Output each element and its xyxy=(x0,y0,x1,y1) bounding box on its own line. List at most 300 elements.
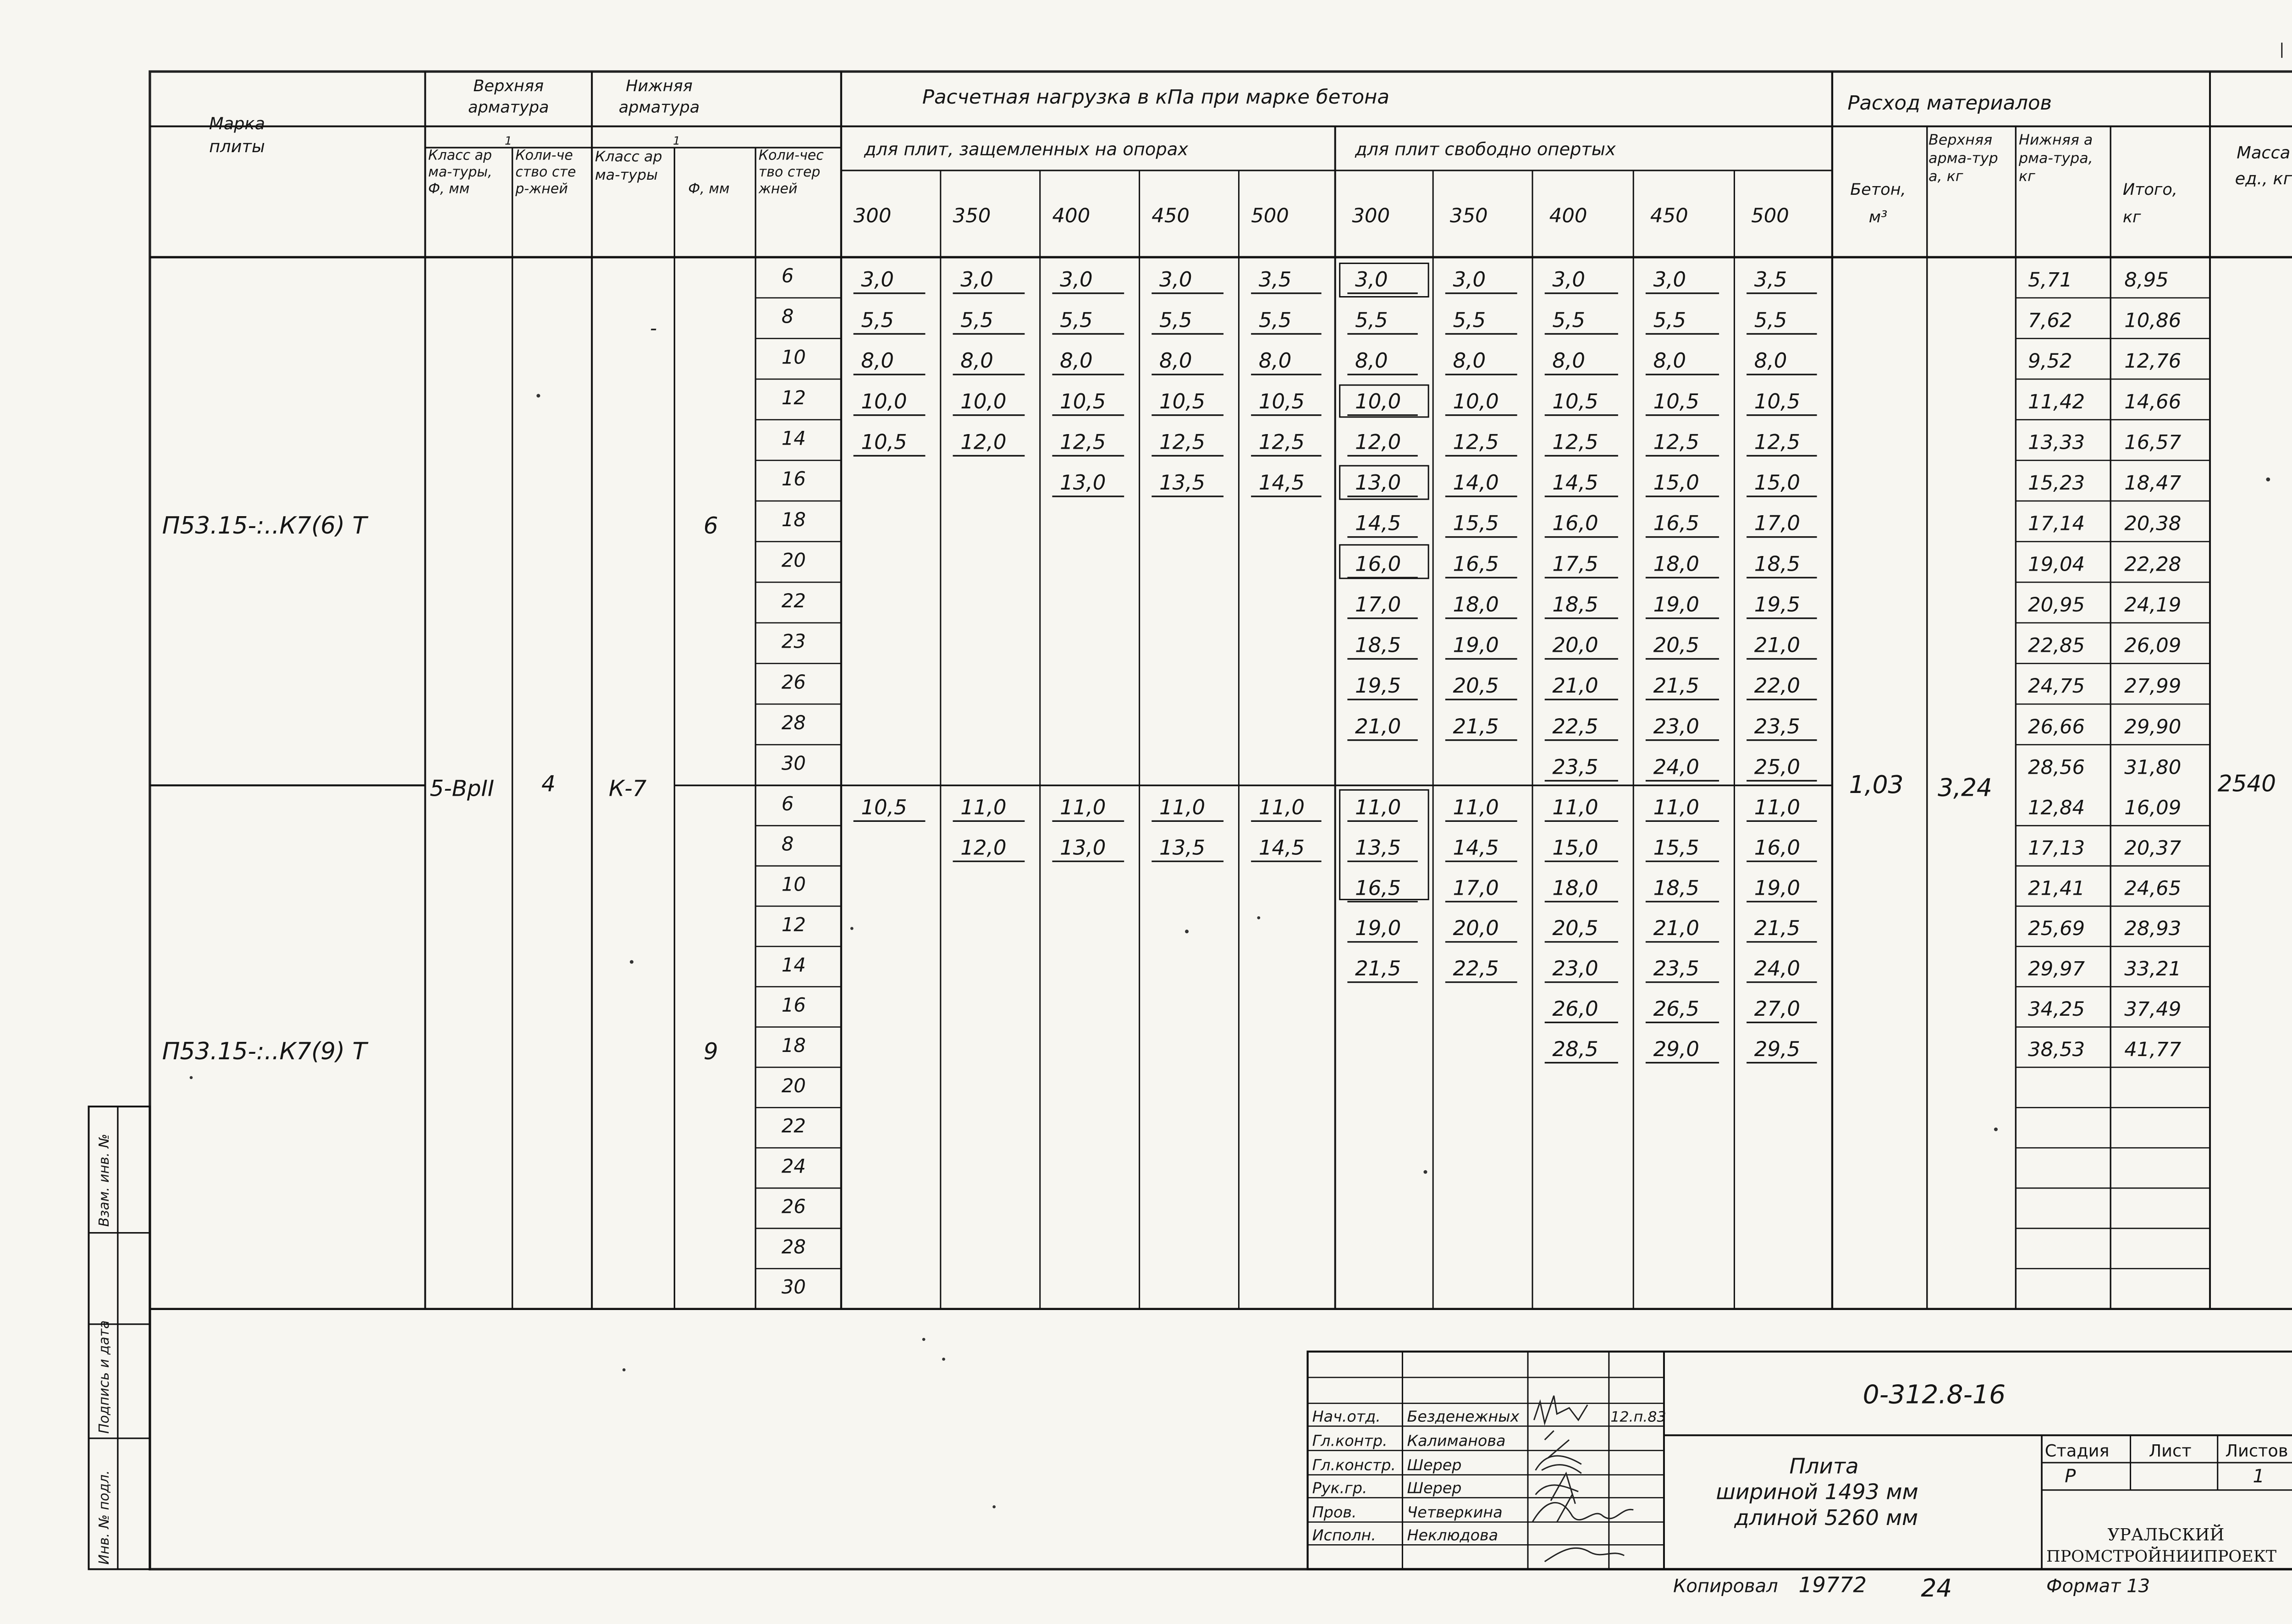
load-value: 11,0 xyxy=(1552,795,1598,820)
table-row xyxy=(782,671,2181,699)
upper-kg-value: 3,24 xyxy=(1938,773,1993,802)
bar-count: 22 xyxy=(781,589,806,612)
title-line-1: Плита xyxy=(1789,1453,1859,1479)
load-value: 17,0 xyxy=(1754,511,1801,535)
load-value: 8,0 xyxy=(1258,348,1292,373)
lower-diam-0: 6 xyxy=(703,512,718,539)
shared-values xyxy=(430,317,2276,802)
load-value: 8,0 xyxy=(1060,348,1093,373)
total-kg-value: 14,66 xyxy=(2124,390,2182,413)
load-value: 3,5 xyxy=(1754,267,1787,292)
load-value: 3,5 xyxy=(1258,267,1292,292)
bar-count: 8 xyxy=(781,305,794,328)
total-kg-value: 28,93 xyxy=(2124,917,2182,941)
load-value: 22,5 xyxy=(1453,956,1499,981)
load-value: 18,5 xyxy=(1754,551,1801,576)
lower-diam-header: Ф, мм xyxy=(688,181,730,197)
bar-count: 12 xyxy=(781,386,806,409)
lower-kg-value: 26,66 xyxy=(2028,715,2085,738)
signature-5 xyxy=(1532,1495,1633,1522)
lower-kg-value: 19,04 xyxy=(2028,553,2085,576)
load-value: 16,0 xyxy=(1754,835,1801,860)
table-header xyxy=(153,76,2292,256)
inv-no-label: Инв. № подл. xyxy=(96,1470,112,1565)
table-row xyxy=(782,1276,806,1298)
load-value: 11,0 xyxy=(1159,795,1206,820)
bar-count: 20 xyxy=(781,549,806,572)
mass-value: 2540 xyxy=(2217,770,2276,797)
load-value: 13,0 xyxy=(1060,470,1106,495)
load-value: 29,5 xyxy=(1754,1036,1801,1061)
load-value: 17,0 xyxy=(1453,875,1499,900)
grade-clamped-0: 300 xyxy=(853,204,892,227)
lower-reinf-header: Нижняя арматура xyxy=(618,77,700,117)
title-line-3: длиной 5260 мм xyxy=(1734,1505,1918,1530)
load-value: 18,0 xyxy=(1552,875,1598,900)
load-value: 5,5 xyxy=(1258,308,1292,332)
table-row xyxy=(782,914,2181,942)
role-label: Гл.контр. xyxy=(1312,1431,1388,1450)
load-value: 8,0 xyxy=(960,348,993,373)
grade-free-0: 300 xyxy=(1352,204,1390,227)
table-row xyxy=(782,264,2169,293)
grade-free-2: 400 xyxy=(1549,204,1587,227)
role-name: Четверкина xyxy=(1407,1503,1503,1521)
free-header: для плит свободно опертых xyxy=(1355,139,1616,160)
load-value: 23,5 xyxy=(1754,714,1801,738)
total-kg-value: 12,76 xyxy=(2124,350,2182,373)
load-value: 14,5 xyxy=(1258,470,1305,495)
load-value: 10,5 xyxy=(1258,389,1305,413)
load-value: 3,0 xyxy=(861,267,894,292)
load-value: 8,0 xyxy=(861,348,894,373)
load-value: 21,5 xyxy=(1453,714,1499,738)
lower-kg-value: 5,71 xyxy=(2028,269,2072,292)
load-value: 20,5 xyxy=(1552,916,1598,941)
lower-reinf-sub: 1 xyxy=(673,134,680,148)
bar-count: 28 xyxy=(781,711,806,734)
load-value: 20,0 xyxy=(1453,916,1499,941)
upper-reinf-header: Верхняя арматура xyxy=(468,77,549,117)
bar-count: 6 xyxy=(781,792,794,815)
table-row xyxy=(782,508,2181,537)
role-label: Рук.гр. xyxy=(1312,1479,1367,1497)
table-row xyxy=(782,1034,2182,1062)
lower-kg-value: 25,69 xyxy=(2028,917,2085,941)
bar-count: 6 xyxy=(781,264,794,287)
table-row xyxy=(782,1195,806,1218)
load-value: 21,5 xyxy=(1653,673,1699,698)
table-row xyxy=(782,427,2182,456)
load-value: 5,5 xyxy=(1060,308,1093,332)
role-name: Калиманова xyxy=(1407,1431,1506,1450)
lower-kg-value: 15,23 xyxy=(2028,472,2085,495)
load-value: 19,5 xyxy=(1355,673,1401,698)
group-1 xyxy=(162,793,2210,1298)
lower-kg-header: Нижняя арма-тура, кг xyxy=(2019,132,2093,186)
load-value: 3,0 xyxy=(1453,267,1486,292)
lower-kg-value: 13,33 xyxy=(2028,431,2085,454)
load-value: 11,0 xyxy=(1355,795,1401,820)
total-kg-value: 29,90 xyxy=(2124,715,2182,738)
load-value: 3,0 xyxy=(1060,267,1093,292)
load-value: 3,0 xyxy=(1552,267,1586,292)
load-value: 3,0 xyxy=(1653,267,1686,292)
load-value: 14,5 xyxy=(1355,511,1401,535)
load-value: 5,5 xyxy=(1355,308,1388,332)
load-value: 5,5 xyxy=(1552,308,1586,332)
load-value: 8,0 xyxy=(1355,348,1388,373)
table-row xyxy=(782,711,2181,740)
load-value: 21,0 xyxy=(1552,673,1598,698)
role-label: Нач.отд. xyxy=(1312,1407,1381,1426)
grade-clamped-2: 400 xyxy=(1052,204,1091,227)
stage-label: Стадия xyxy=(2044,1441,2110,1461)
role-date: 12.п.83 xyxy=(1610,1409,1666,1426)
concrete-value: 1,03 xyxy=(1849,771,1904,799)
load-value: 12,5 xyxy=(1258,429,1305,454)
table-row xyxy=(782,873,2181,902)
load-value: 21,0 xyxy=(1653,916,1699,941)
load-value: 12,0 xyxy=(960,429,1007,454)
scan-specks xyxy=(190,394,2292,1508)
copied-number: 19772 xyxy=(1798,1572,1867,1597)
load-value: 18,5 xyxy=(1552,592,1598,617)
role-label: Исполн. xyxy=(1312,1526,1376,1544)
load-value: 10,0 xyxy=(960,389,1007,413)
org-line-1: УРАЛЬСКИЙ xyxy=(2107,1525,2225,1545)
load-value: 11,0 xyxy=(1653,795,1699,820)
role-label: Гл.констр. xyxy=(1312,1456,1396,1474)
load-header: Расчетная нагрузка в кПа при марке бетона xyxy=(922,85,1389,109)
load-value: 21,5 xyxy=(1355,956,1401,981)
load-value: 20,5 xyxy=(1453,673,1499,698)
load-value: 13,5 xyxy=(1159,470,1206,495)
load-value: 14,5 xyxy=(1258,835,1305,860)
role-name: Шерер xyxy=(1407,1479,1462,1497)
document-code: 0-312.8-16 xyxy=(1862,1379,2006,1410)
plate-mark-0: П53.15-:..К7(6) Т xyxy=(162,512,367,539)
lower-count-header: Коли-чество стержней xyxy=(758,149,824,198)
table-row xyxy=(782,994,2181,1022)
load-value: 19,0 xyxy=(1453,633,1499,657)
grade-headers xyxy=(854,204,1789,227)
load-value: 15,5 xyxy=(1453,511,1499,535)
load-value: 5,5 xyxy=(1754,308,1787,332)
load-value: 24,0 xyxy=(1754,956,1801,981)
bar-count: 8 xyxy=(781,832,794,855)
load-value: 18,0 xyxy=(1653,551,1699,576)
sheets-label: Листов xyxy=(2225,1441,2288,1461)
group-0 xyxy=(162,264,2210,781)
signature-3 xyxy=(1536,1440,1581,1473)
grade-free-1: 350 xyxy=(1449,204,1488,227)
load-value: 16,0 xyxy=(1552,511,1598,535)
bar-count: 12 xyxy=(781,913,806,936)
mark-header: Марка плиты xyxy=(209,114,265,157)
load-value: 10,5 xyxy=(1754,389,1801,413)
signature-2 xyxy=(1545,1431,1554,1440)
sheets-value: 1 xyxy=(2253,1466,2264,1487)
lower-class-header: Класс арма-туры xyxy=(595,149,662,184)
lower-kg-value: 7,62 xyxy=(2028,309,2072,332)
bar-count: 16 xyxy=(781,994,806,1017)
load-value: 15,0 xyxy=(1754,470,1801,495)
bar-count: 28 xyxy=(781,1235,806,1258)
table-row xyxy=(782,549,2181,578)
clamped-header: для плит, защемленных на опорах xyxy=(864,139,1188,160)
load-value: 5,5 xyxy=(861,308,894,332)
grade-clamped-3: 450 xyxy=(1152,204,1190,227)
table-row xyxy=(782,305,2181,334)
load-value: 11,0 xyxy=(960,795,1007,820)
bar-count: 22 xyxy=(781,1114,806,1137)
total-kg-value: 16,57 xyxy=(2124,431,2182,454)
load-value: 8,0 xyxy=(1653,348,1686,373)
bar-count: 14 xyxy=(781,953,806,976)
load-value: 13,5 xyxy=(1355,835,1401,860)
lower-kg-value: 9,52 xyxy=(2028,350,2072,373)
total-kg-value: 10,86 xyxy=(2124,309,2182,332)
load-value: 12,0 xyxy=(960,835,1007,860)
load-value: 12,5 xyxy=(1060,429,1106,454)
load-value: 13,0 xyxy=(1355,470,1401,495)
total-kg-value: 20,37 xyxy=(2124,837,2182,860)
total-kg-value: 27,99 xyxy=(2124,675,2182,698)
load-value: 19,0 xyxy=(1355,916,1401,941)
table-row xyxy=(782,833,2182,861)
lower-kg-value: 11,42 xyxy=(2028,390,2085,413)
title-block-roles xyxy=(1312,1407,1666,1544)
replaced-inv-label: Взам. инв. № xyxy=(96,1134,112,1227)
load-value: 23,0 xyxy=(1552,956,1598,981)
load-value: 28,5 xyxy=(1552,1036,1598,1061)
stage-value: Р xyxy=(2065,1466,2076,1487)
upper-kg-header: Верхняя арма-тура, кг xyxy=(1928,132,1998,186)
lower-kg-value: 17,14 xyxy=(2028,512,2085,535)
total-kg-value: 18,47 xyxy=(2124,472,2182,495)
mark-header-wrap xyxy=(153,113,422,174)
upper-class-header: Класс арма-туры, Ф, мм xyxy=(428,149,492,198)
role-label: Пров. xyxy=(1312,1503,1357,1521)
signature-1 xyxy=(1534,1396,1587,1423)
grade-clamped-1: 350 xyxy=(953,204,991,227)
bar-count: 16 xyxy=(781,468,806,490)
sign-date-label: Подпись и дата xyxy=(96,1320,112,1434)
load-value: 15,0 xyxy=(1552,835,1598,860)
consumption-header: Расход материалов xyxy=(1847,92,2052,115)
total-kg-value: 20,38 xyxy=(2124,512,2182,535)
load-value: 23,5 xyxy=(1653,956,1699,981)
bar-count: 24 xyxy=(781,1155,806,1178)
upper-class-value: 5-ВрII xyxy=(430,776,495,802)
footer-number: 24 xyxy=(1921,1574,1952,1603)
total-kg-header: Итого, кг xyxy=(2122,181,2177,227)
load-value: 8,0 xyxy=(1552,348,1586,373)
concrete-header: Бетон, м³ xyxy=(1850,181,1906,227)
bar-count: 18 xyxy=(781,508,806,531)
lower-kg-value: 12,84 xyxy=(2028,796,2085,820)
load-value: 11,0 xyxy=(1754,795,1801,820)
load-value: 12,5 xyxy=(1653,429,1699,454)
lower-kg-value: 21,41 xyxy=(2028,877,2085,900)
load-value: 10,0 xyxy=(1355,389,1401,413)
load-value: 10,5 xyxy=(861,795,907,820)
upper-count-header: Коли-чество стер-жней xyxy=(515,149,576,198)
total-kg-value: 24,19 xyxy=(2124,594,2182,617)
lower-kg-value: 20,95 xyxy=(2028,594,2085,617)
bar-count: 23 xyxy=(781,630,806,653)
bar-count: 20 xyxy=(781,1074,806,1097)
lower-diam-1: 9 xyxy=(703,1038,718,1065)
grade-clamped-4: 500 xyxy=(1251,204,1289,227)
bar-count: 26 xyxy=(781,671,806,694)
table-row xyxy=(782,1155,806,1178)
load-value: 23,5 xyxy=(1552,754,1598,779)
bar-count: 26 xyxy=(781,1195,806,1218)
bar-count: 10 xyxy=(781,346,806,369)
load-value: 21,0 xyxy=(1355,714,1401,738)
load-value: 19,0 xyxy=(1653,592,1699,617)
load-value: 16,5 xyxy=(1453,551,1499,576)
lower-kg-value: 17,13 xyxy=(2028,837,2085,860)
load-value: 18,0 xyxy=(1453,592,1499,617)
load-value: 14,0 xyxy=(1453,470,1499,495)
load-value: 17,5 xyxy=(1552,551,1598,576)
load-value: 26,0 xyxy=(1552,996,1598,1021)
table-row xyxy=(782,1115,806,1137)
load-value: 16,0 xyxy=(1355,551,1401,576)
load-value: 3,0 xyxy=(1355,267,1388,292)
load-value: 12,5 xyxy=(1552,429,1598,454)
load-value: 11,0 xyxy=(1060,795,1106,820)
load-value: 10,5 xyxy=(1060,389,1106,413)
total-kg-value: 22,28 xyxy=(2124,553,2182,576)
table-row xyxy=(782,1235,806,1258)
total-kg-value: 24,65 xyxy=(2124,877,2182,900)
load-value: 18,5 xyxy=(1355,633,1401,657)
load-value: 12,5 xyxy=(1159,429,1206,454)
bar-count: 14 xyxy=(781,427,806,450)
lower-kg-value: 38,53 xyxy=(2028,1038,2085,1061)
load-value: 12,0 xyxy=(1355,429,1401,454)
lower-kg-value: 24,75 xyxy=(2028,675,2085,698)
load-value: 20,0 xyxy=(1552,633,1598,657)
table-row xyxy=(782,386,2181,415)
total-kg-value: 31,80 xyxy=(2124,756,2182,779)
load-value: 18,5 xyxy=(1653,875,1699,900)
load-value: 3,0 xyxy=(960,267,993,292)
bar-count: 30 xyxy=(781,1276,806,1299)
copied-label: Копировал xyxy=(1673,1575,1778,1597)
table-row xyxy=(782,1074,806,1097)
load-value: 8,0 xyxy=(1754,348,1787,373)
lower-kg-value: 28,56 xyxy=(2028,756,2085,779)
table-row xyxy=(782,589,2181,618)
load-value: 26,5 xyxy=(1653,996,1699,1021)
load-value: 3,0 xyxy=(1159,267,1192,292)
lower-class-value: К-7 xyxy=(608,776,647,802)
mass-header: Масса ед., кг xyxy=(2235,143,2292,189)
table-row xyxy=(782,468,2182,496)
load-value: 20,5 xyxy=(1653,633,1699,657)
load-value: 13,5 xyxy=(1159,835,1206,860)
load-value: 22,5 xyxy=(1552,714,1598,738)
load-value: 15,0 xyxy=(1653,470,1699,495)
lower-kg-value: 29,97 xyxy=(2028,958,2085,981)
load-value: 19,5 xyxy=(1754,592,1801,617)
upper-reinf-sub: 1 xyxy=(505,134,512,148)
format-label: Формат 13 xyxy=(2046,1575,2150,1597)
load-value: 10,5 xyxy=(1653,389,1699,413)
load-value: 5,5 xyxy=(1159,308,1192,332)
upper-count-value: 4 xyxy=(541,771,556,797)
bar-count: 30 xyxy=(781,752,806,775)
load-value: 21,0 xyxy=(1754,633,1801,657)
lower-class-dash: - xyxy=(650,317,657,340)
load-value: 8,0 xyxy=(1453,348,1486,373)
sheet-label: Лист xyxy=(2149,1441,2192,1461)
role-name: Шерер xyxy=(1407,1456,1462,1474)
total-kg-value: 26,09 xyxy=(2124,634,2182,657)
load-value: 14,5 xyxy=(1453,835,1499,860)
total-kg-value: 16,09 xyxy=(2124,796,2182,820)
load-value: 14,5 xyxy=(1552,470,1598,495)
role-name: Безденежных xyxy=(1407,1407,1520,1426)
table-row xyxy=(782,346,2181,374)
load-value: 12,5 xyxy=(1453,429,1499,454)
total-kg-value: 41,77 xyxy=(2124,1038,2182,1061)
load-value: 29,0 xyxy=(1653,1036,1699,1061)
load-value: 19,0 xyxy=(1754,875,1801,900)
load-value: 10,0 xyxy=(861,389,907,413)
load-value: 25,0 xyxy=(1754,754,1801,779)
table-grid xyxy=(150,72,2292,1309)
load-value: 27,0 xyxy=(1754,996,1801,1021)
table-row xyxy=(782,630,2181,659)
lower-kg-value: 22,85 xyxy=(2028,634,2085,657)
bar-count: 18 xyxy=(781,1034,806,1057)
title-line-2: шириной 1493 мм xyxy=(1716,1479,1918,1504)
load-value: 17,0 xyxy=(1355,592,1401,617)
grade-free-4: 500 xyxy=(1751,204,1789,227)
table-row xyxy=(782,953,2181,982)
bar-count: 10 xyxy=(781,873,806,896)
load-value: 15,5 xyxy=(1653,835,1699,860)
load-value: 10,5 xyxy=(1159,389,1206,413)
load-value: 5,5 xyxy=(1653,308,1686,332)
load-value: 22,0 xyxy=(1754,673,1801,698)
load-value: 23,0 xyxy=(1653,714,1699,738)
signature-4 xyxy=(1536,1473,1578,1503)
plate-mark-1: П53.15-:..К7(9) Т xyxy=(162,1038,367,1066)
role-name: Неклюдова xyxy=(1407,1526,1499,1544)
total-kg-value: 37,49 xyxy=(2124,998,2182,1021)
load-value: 10,0 xyxy=(1453,389,1499,413)
load-value: 13,0 xyxy=(1060,835,1106,860)
load-value: 21,5 xyxy=(1754,916,1801,941)
load-value: 5,5 xyxy=(1453,308,1486,332)
load-value: 5,5 xyxy=(960,308,993,332)
total-kg-value: 8,95 xyxy=(2124,269,2169,292)
load-value: 16,5 xyxy=(1355,875,1401,900)
org-line-2: ПРОМСТРОЙНИИПРОЕКТ xyxy=(2046,1547,2277,1566)
lower-kg-value: 34,25 xyxy=(2028,998,2085,1021)
load-value: 24,0 xyxy=(1653,754,1699,779)
load-value: 11,0 xyxy=(1258,795,1305,820)
total-kg-value: 33,21 xyxy=(2124,958,2182,981)
grade-free-3: 450 xyxy=(1650,204,1688,227)
